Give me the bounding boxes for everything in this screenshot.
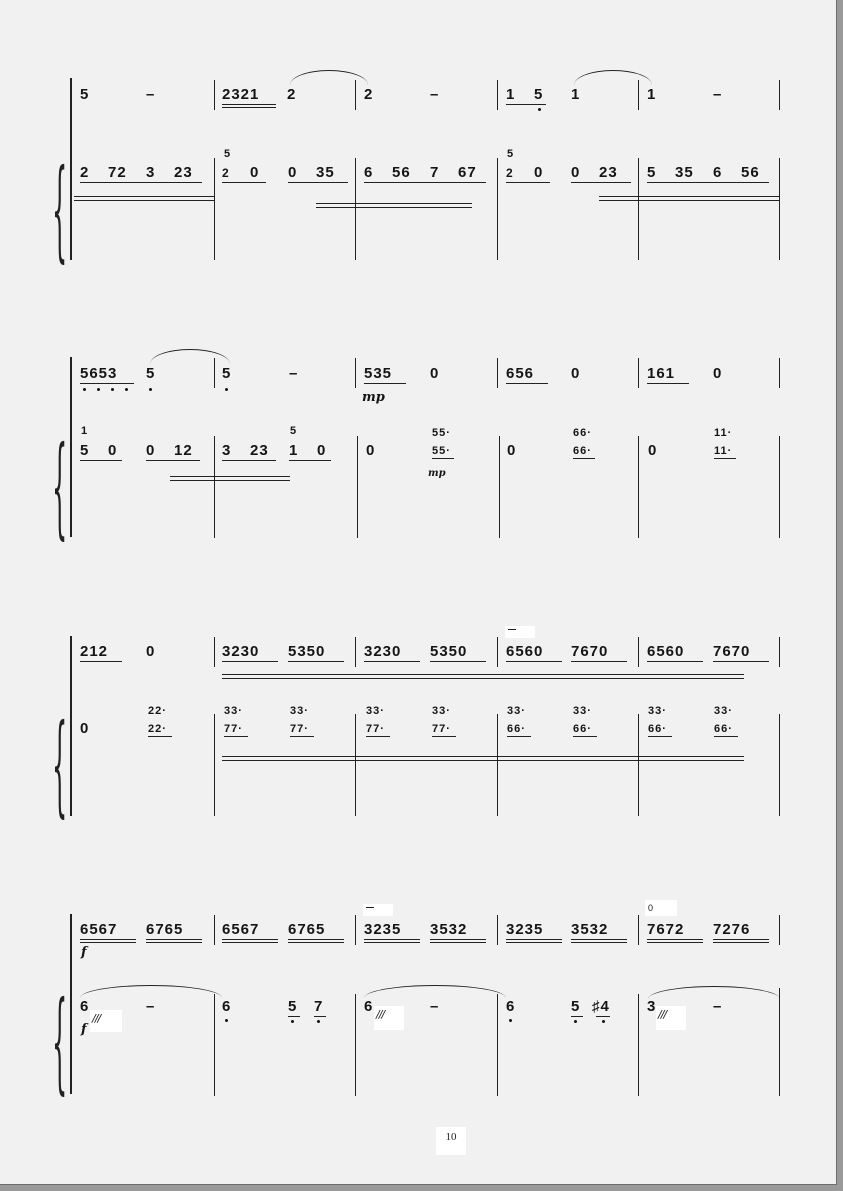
underline: [364, 383, 406, 384]
underline: [573, 458, 595, 459]
rest: 0: [146, 643, 156, 660]
barline: [214, 994, 215, 1096]
chord-upper-notes: 33·: [366, 705, 385, 717]
underline: [222, 939, 278, 940]
low-octave-dot: [538, 108, 541, 111]
sustain-dash: –: [146, 86, 156, 103]
underline: [289, 460, 331, 461]
barline: [779, 358, 780, 388]
underline: [146, 460, 200, 461]
chord-upper-notes: 66·: [573, 427, 592, 439]
melody-notes: 161: [647, 365, 676, 382]
barline: [355, 714, 356, 816]
accomp-note: 3: [222, 442, 232, 459]
underline: [80, 939, 136, 940]
chord-upper-notes: 33·: [432, 705, 451, 717]
chord-upper-notes: 11·: [714, 427, 733, 439]
barline: [638, 436, 639, 538]
underline: [364, 661, 420, 662]
brace: {: [52, 980, 68, 1107]
system-barline: [70, 357, 72, 537]
underline: [170, 480, 290, 481]
chord-lower-notes: 55·: [432, 445, 451, 457]
rest: 0: [146, 442, 156, 459]
underline: [714, 736, 738, 737]
accomp-note: 5: [647, 164, 657, 181]
chord-lower-notes: 66·: [573, 723, 592, 735]
accomp-note: ♯4: [592, 998, 610, 1015]
accomp-notes: 72: [108, 164, 127, 181]
rest: 0: [430, 365, 440, 382]
accomp-notes: 23: [174, 164, 193, 181]
underline: [80, 383, 134, 384]
underline: [316, 203, 472, 204]
accomp-note: 3: [146, 164, 156, 181]
underline: [713, 939, 769, 940]
chord-upper-notes: 33·: [573, 705, 592, 717]
melody-notes: 6567: [80, 921, 118, 938]
barline: [497, 358, 498, 388]
underline: [364, 182, 486, 183]
melody-note: 1: [571, 86, 581, 103]
underline: [432, 736, 456, 737]
underline: [314, 1016, 326, 1017]
melody-notes: 6567: [222, 921, 260, 938]
accomp-note: 5: [80, 442, 90, 459]
underline: [222, 756, 744, 757]
barline: [214, 436, 215, 538]
barline: [779, 915, 780, 945]
barline: [214, 158, 215, 260]
low-octave-dot: [111, 388, 114, 391]
melody-notes: 6560: [647, 643, 685, 660]
underline: [713, 661, 769, 662]
underline: [222, 674, 744, 675]
underline: [507, 736, 531, 737]
sustain-dash: –: [713, 86, 723, 103]
underline: [222, 107, 276, 108]
barline: [779, 436, 780, 538]
rest: 0: [250, 164, 260, 181]
barline: [355, 637, 356, 667]
melody-notes: 3230: [364, 643, 402, 660]
barline: [499, 436, 500, 538]
underline: [288, 182, 348, 183]
accomp-note: 6: [713, 164, 723, 181]
barline: [214, 637, 215, 667]
chord-lower-notes: 77·: [366, 723, 385, 735]
underline: [648, 736, 672, 737]
accomp-notes: 12: [174, 442, 193, 459]
underline: [222, 760, 744, 761]
underline: [647, 942, 703, 943]
underline: [599, 196, 779, 197]
rest: 0: [366, 442, 376, 459]
brace: {: [52, 425, 68, 552]
barline: [497, 994, 498, 1096]
accomp-notes: 67: [458, 164, 477, 181]
chord-lower-notes: 77·: [224, 723, 243, 735]
dynamic-marking: mp: [428, 468, 446, 479]
fingering-mark: 0: [648, 903, 655, 913]
barline: [638, 915, 639, 945]
underline: [430, 661, 486, 662]
accomp-notes: 35: [675, 164, 694, 181]
melody-notes: 3235: [506, 921, 544, 938]
system-barline: [70, 636, 72, 816]
underline: [571, 182, 631, 183]
underline: [288, 661, 344, 662]
chord-upper-notes: 33·: [648, 705, 667, 717]
chord-upper-notes: 22·: [148, 705, 167, 717]
melody-notes: 7672: [647, 921, 685, 938]
accomp-note: 1: [289, 442, 299, 459]
barline: [638, 358, 639, 388]
brace: {: [52, 703, 68, 830]
underline: [647, 383, 689, 384]
underline: [571, 939, 627, 940]
underline: [599, 200, 779, 201]
accomp-note: 6: [222, 998, 232, 1015]
melody-notes: 3235: [364, 921, 402, 938]
low-octave-dot: [509, 1019, 512, 1022]
low-octave-dot: [149, 388, 152, 391]
rest: 0: [534, 164, 544, 181]
underline: [288, 1016, 300, 1017]
underline: [80, 942, 136, 943]
underline: [506, 104, 546, 105]
chord-lower-notes: 77·: [290, 723, 309, 735]
tie-arc: [364, 985, 506, 998]
accomp-note: 2: [80, 164, 90, 181]
chord-upper-notes: 33·: [714, 705, 733, 717]
tie-arc: [150, 349, 230, 364]
underline: [506, 942, 562, 943]
chord-lower-notes: 77·: [432, 723, 451, 735]
melody-note: 2: [364, 86, 374, 103]
chord-lower-notes: 66·: [573, 445, 592, 457]
underline: [80, 460, 122, 461]
accomp-note: 6: [364, 164, 374, 181]
sustain-dash: –: [713, 998, 723, 1015]
underline: [506, 182, 550, 183]
underline: [364, 939, 420, 940]
tremolo-mark: ///: [376, 1008, 385, 1021]
low-octave-dot: [83, 388, 86, 391]
chord-upper-note: 5: [224, 148, 232, 160]
melody-note: 1: [647, 86, 657, 103]
rest: 0: [648, 442, 658, 459]
underline: [80, 661, 122, 662]
accomp-notes: 35: [316, 164, 335, 181]
underline: [647, 182, 769, 183]
barline: [214, 915, 215, 945]
barline: [355, 358, 356, 388]
underline: [571, 1016, 583, 1017]
underline: [224, 736, 248, 737]
underline: [647, 939, 703, 940]
underline: [506, 661, 562, 662]
barline: [214, 80, 215, 110]
page-number: 10: [436, 1127, 466, 1155]
dynamic-marking: f: [81, 945, 87, 960]
melody-notes: 5350: [288, 643, 326, 660]
sustain-dash: –: [430, 86, 440, 103]
accent-dash: [366, 907, 374, 908]
melody-notes: 5653: [80, 365, 118, 382]
low-octave-dot: [291, 1020, 294, 1023]
sustain-dash: –: [146, 998, 156, 1015]
low-octave-dot: [574, 1020, 577, 1023]
accomp-note: 3: [647, 998, 657, 1015]
underline: [146, 942, 202, 943]
barline: [638, 637, 639, 667]
barline: [779, 988, 780, 1096]
accomp-note: 6: [364, 998, 374, 1015]
underline: [80, 182, 202, 183]
system-barline: [70, 78, 72, 260]
melody-note: 5: [146, 365, 156, 382]
underline: [148, 736, 172, 737]
barline: [214, 714, 215, 816]
tie-arc: [80, 985, 222, 998]
low-octave-dot: [317, 1020, 320, 1023]
underline: [596, 1016, 610, 1017]
barline: [779, 80, 780, 110]
chord-lower-notes: 11·: [714, 445, 733, 457]
barline: [779, 158, 780, 260]
accomp-notes: 23: [599, 164, 618, 181]
accomp-notes: 56: [392, 164, 411, 181]
accomp-note: 7: [314, 998, 324, 1015]
barline: [638, 158, 639, 260]
underline: [647, 661, 703, 662]
chord-lower-notes: 66·: [648, 723, 667, 735]
underline: [222, 678, 744, 679]
tremolo-mark: ///: [658, 1008, 667, 1021]
underline: [506, 383, 548, 384]
melody-notes: 7670: [713, 643, 751, 660]
melody-notes: 3230: [222, 643, 260, 660]
barline: [497, 714, 498, 816]
chord-upper-notes: 33·: [507, 705, 526, 717]
barline: [638, 714, 639, 816]
underline: [316, 207, 472, 208]
tremolo-mark: ///: [92, 1012, 101, 1025]
barline: [357, 436, 358, 538]
accomp-note: 5: [288, 998, 298, 1015]
chord-upper-notes: 55·: [432, 427, 451, 439]
accomp-note: 2: [222, 166, 230, 180]
accomp-note: 2: [506, 166, 514, 180]
underline: [366, 736, 390, 737]
underline: [74, 196, 214, 197]
brace: {: [52, 148, 68, 275]
rest: 0: [571, 164, 581, 181]
chord-upper-note: 1: [81, 425, 89, 437]
melody-notes: 212: [80, 643, 109, 660]
underline: [506, 939, 562, 940]
accomp-note: 6: [80, 998, 90, 1015]
underline: [222, 661, 278, 662]
underline: [573, 736, 597, 737]
rest: 0: [507, 442, 517, 459]
blank-patch: [505, 626, 535, 638]
system-barline: [70, 914, 72, 1094]
chord-upper-note: 5: [290, 425, 298, 437]
tie-arc: [290, 70, 368, 85]
melody-note: 1: [506, 86, 516, 103]
low-octave-dot: [225, 1019, 228, 1022]
melody-notes: 6560: [506, 643, 544, 660]
underline: [222, 942, 278, 943]
melody-note: 2: [287, 86, 297, 103]
melody-notes: 7670: [571, 643, 609, 660]
sustain-dash: –: [430, 998, 440, 1015]
melody-notes: 6765: [288, 921, 326, 938]
underline: [432, 458, 454, 459]
sustain-dash: –: [289, 365, 299, 382]
melody-note: 5: [222, 365, 232, 382]
chord-lower-notes: 66·: [507, 723, 526, 735]
barline: [497, 158, 498, 260]
barline: [497, 915, 498, 945]
chord-lower-notes: 22·: [148, 723, 167, 735]
rest: 0: [317, 442, 327, 459]
barline: [497, 637, 498, 667]
rest: 0: [80, 720, 90, 737]
underline: [222, 182, 266, 183]
melody-note: 5: [534, 86, 544, 103]
rest: 0: [571, 365, 581, 382]
barline: [355, 915, 356, 945]
chord-upper-notes: 33·: [290, 705, 309, 717]
underline: [571, 661, 627, 662]
barline: [355, 158, 356, 260]
underline: [146, 939, 202, 940]
melody-notes: 535: [364, 365, 393, 382]
rest: 0: [108, 442, 118, 459]
underline: [430, 942, 486, 943]
underline: [222, 104, 276, 105]
underline: [713, 942, 769, 943]
underline: [714, 458, 736, 459]
chord-upper-note: 5: [507, 148, 515, 160]
melody-notes: 2321: [222, 86, 260, 103]
rest: 0: [713, 365, 723, 382]
underline: [430, 939, 486, 940]
blank-patch: [363, 904, 393, 916]
barline: [779, 714, 780, 816]
barline: [355, 994, 356, 1096]
underline: [74, 200, 214, 201]
low-octave-dot: [125, 388, 128, 391]
underline: [290, 736, 314, 737]
underline: [288, 942, 344, 943]
chord-upper-notes: 33·: [224, 705, 243, 717]
underline: [222, 460, 276, 461]
accomp-note: 7: [430, 164, 440, 181]
accomp-notes: 56: [741, 164, 760, 181]
chord-lower-notes: 66·: [714, 723, 733, 735]
low-octave-dot: [602, 1020, 605, 1023]
accomp-note: 6: [506, 998, 516, 1015]
accomp-note: 5: [571, 998, 581, 1015]
low-octave-dot: [97, 388, 100, 391]
melody-notes: 5350: [430, 643, 468, 660]
tie-arc: [574, 70, 652, 85]
melody-notes: 6765: [146, 921, 184, 938]
rest: 0: [288, 164, 298, 181]
barline: [779, 637, 780, 667]
underline: [571, 942, 627, 943]
accomp-notes: 23: [250, 442, 269, 459]
dynamic-marking: mp: [362, 390, 385, 405]
melody-notes: 656: [506, 365, 535, 382]
melody-note: 5: [80, 86, 90, 103]
underline: [288, 939, 344, 940]
dynamic-marking: f: [81, 1022, 87, 1037]
barline: [638, 994, 639, 1096]
barline: [497, 80, 498, 110]
melody-notes: 3532: [430, 921, 468, 938]
melody-notes: 7276: [713, 921, 751, 938]
underline: [170, 476, 290, 477]
underline: [364, 942, 420, 943]
low-octave-dot: [225, 388, 228, 391]
melody-notes: 3532: [571, 921, 609, 938]
accent-dash: [508, 629, 516, 630]
